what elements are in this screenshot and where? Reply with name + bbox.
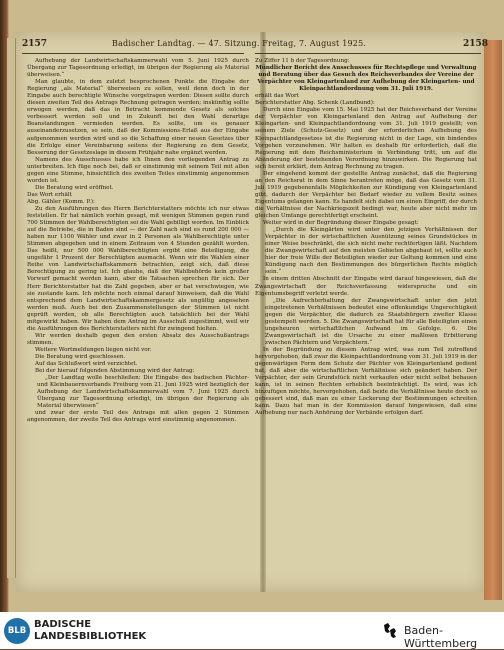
paragraph: Die Beratung wird eröffnet. bbox=[35, 184, 114, 191]
paragraph: Zu den Ausführungen des Herrn Berichterstatters möchte ich nur etwas feststellen. Er hat nämlich vorhin gesagt, mit wenigen Stimmen gegen rund 700 Stimmen der Wahlberechtigten sei die Wahl gebilligt worden. Im Einblick auf die Betriebe, die in Baden sind — der Zahl nach sind es rund 200 000 — haben nur 1100 Wähler und zwar in 2 Personen als Wahlberechtigte unter Stimmen abgegeben und in einem Zeitraum von 4 Stunden gezählt worden. Das heißt, nur 500 000 Wahlberechtigten ergibt eine Beteiligung, die ungefähr 1 Prozent der Berechtigten ausmacht. Wenn wir die Wahlen einer Reihe von Landwirtschaftskammern betrachten, zeigt sich, daß diese Berechtigung zu gering ist. Ich glaube, daß der Wahlbehörde kein großer Vorwurf gemacht werden kann, aber die Tatsachen sprechen für sich. Der Herr Berichterstatter hat die Zahl gegeben, aber er hat verschwiegen, wie sie zustande kam. Ich möchte noch einmal darauf hinweisen, daß die Wahl entsprechend dem Landwirtschaftskammergesetz als ungültig angesehen werden muß. Auch bei den Zusammenstellungen der Stimmen ist nicht geprüft worden, ob alle Berechtigten auch tatsächlich bei der Wahl mitgewirkt haben. Wir haben dem Antrag im Ausschuß zugestimmt, weil wir die Ausführungen des Berichterstatters nicht für zwingend hielten. bbox=[27, 205, 249, 332]
library-footer-bar bbox=[0, 612, 504, 649]
blb-logo-icon[interactable]: BLB bbox=[4, 618, 30, 644]
paragraph: Durch eine Eingabe vom 15. Mai 1925 hat der Reichsverband der Vereine der Verpächter von Kleingartenland den Antrag auf Aufhebung der Kleingarten- und Kleinpachtlandordnung vom 31. Juli 1919 gestellt; von seinem Ziele (Schutz-Gesetz) und der erforderlichen Aufhebung des Kleinpachtlandgesetzes ist die Regierung nicht in der Lage, ein bindendes Vorgehen vorzunehmen. Wir halten es deshalb für erforderlich, daß die Regierung mit dem Reichsministerium in Verbindung tritt, um auf die Abänderung der bestehenden Verordnung hinzuwirken. Die Regierung hat sich bereit erklärt, dem Antrag Rechnung zu tragen. bbox=[255, 107, 477, 170]
paragraph: Die Beratung wird geschlossen. bbox=[35, 353, 126, 360]
paragraph: Der eingehend kommt der gestellte Antrag zunächst, daß die Regierung an den Reichsrat in dem Sinne herantreten möge, daß das Gesetz vom 31. Juli 1919 gegebenenfalls Möglichkeiten zur Kündigung von Kleingartenland gibt, dadurch der Verpächter bei Bedarf wieder zu vollem Besitz seines Eigentums gelangen kann. Es handelt sich dabei um einen Eingriff, der durch die Verhältnisse der Nachkriegszeit bedingt war, heute aber nicht mehr im gleichen Umfange gerechtfertigt erscheint. bbox=[255, 170, 477, 220]
right-text-column bbox=[255, 58, 477, 417]
left-text-column bbox=[27, 58, 249, 424]
paragraph: Weitere Wortmeldungen liegen nicht vor. bbox=[35, 346, 152, 353]
paragraph: Zu Ziffer 11 b der Tagesordnung: bbox=[255, 58, 350, 64]
paragraph: Namens des Ausschusses habe ich Ihnen den vorliegenden Antrag zu unterbreiten. Ich füge noch bei, daß er einstimmig mit seinem Teil mit allen gegen eine Stimme, hinsichtlich des zweiten Teiles einstimmig angenommen worden ist. bbox=[27, 156, 249, 184]
paragraph: und zwar der erste Teil des Antrags mit allen gegen 2 Stimmen angenommen, der zweite Teil des Antrags wird einstimmig angenommen. bbox=[27, 410, 249, 424]
header-rule-right bbox=[255, 53, 481, 54]
paragraph: Man glaubte, in dem zuletzt besprochenen Punkte die Eingabe der Regierung „als Material“ überweisen zu sollen, weil denn doch in der Eingabe auch berechtigte Wünsche vorgetragen werden: Diesen sollte durch diesen zweiten Teil des Antrags Rechnung getragen werden; inskünftig sollte erwogen werden, daß das in Betracht kommende Gesetz als solches verbessert werden soll und in Zukunft bei den Wahl derartige Beanstandungen vermieden werden. Es sollte, um es genauer auseinanderzusetzen, so sein, daß der Kommissions-Erlaß aus der Eingabe aufgenommen werden wird und so die Schaffung einer neuen Gesetzes über die Erfolge einer Vereinbarung seitens der Regierung zu dem Gesetz, Besserung der Gesetzeslage in diesem Frühjahr nahe ergänzt werden. bbox=[27, 79, 249, 156]
paragraph: Abg. Gähler (Komm. P.): bbox=[27, 198, 95, 205]
paragraph: Auf das Schlußwort wird verzichtet. bbox=[35, 361, 138, 368]
paragraph: Mündlicher Bericht des Ausschusses für Rechtspflege und Verwaltung und Beratung über das Gesuch des Reichsverbandes der Vereine der Verpächter von Kleingartenland zur Aufhebung der Kleingarten- und Kleinpachtlandordnung vom 31. Juli 1919. bbox=[255, 65, 477, 93]
paragraph: In der Begründung zu diesem Antrag wird, was zum Teil zutreffend hervorgehoben, daß zwar die Kleinpachtlandordnung vom 31. Juli 1919 in der gegenwärtigen Form dem Schutz der Pächter von Kleingartenland gedient hat, daß aber die wirtschaftlichen Verhältnisse sich geändert haben. Der Verpächter, der sein Grundstück nicht verkaufen oder nicht selbst bebauen kann, ist in seinen Rechten erheblich beeinträchtigt. Es wird, was ich hinzufügen möchte, hervorgehoben, daß beide die Verhältnisse heute doch so gebessert sind, daß man zu einer Lockerung der Bestimmungen schreiten kann. Dazu hat man in der Kommission darauf hingewiesen, daß eine Aufhebung nur nach Anhörung der Verbände erfolgen darf. bbox=[255, 346, 478, 417]
paragraph: Aufhebung der Landwirtschaftskammerwahl vom 5. Juni 1925 durch Übergang zur Tagesordnung erledigt, im übrigen der Regierung als Material überweisen.“ bbox=[27, 58, 249, 79]
library-name-line2: LANDESBIBLIOTHEK bbox=[34, 631, 147, 642]
paragraph: Das Wort erhält bbox=[27, 191, 72, 198]
book-cover-edge bbox=[484, 40, 502, 600]
library-name-line1: BADISCHE bbox=[34, 619, 92, 630]
paragraph: „Durch die Kleingärten wird unter den jetzigen Verhältnissen der Verpächter in der wirtschaftlichen Ausnützung seines Grundstückes in einer Weise beschränkt, die sich nicht mehr rechtfertigen läßt. Nachdem die Zwangswirtschaft auf den meisten Gebieten abgebaut ist, sollte auch hier der freie Wille der Beteiligten wieder zur Geltung kommen und eine Kündigung nach den Bestimmungen des bürgerlichen Rechts möglich sein.“ bbox=[265, 227, 477, 276]
page-number-right: 2158 bbox=[463, 39, 489, 49]
paragraph: In einem dritten Abschnitt der Eingabe wird darauf hingewiesen, daß die Zwangswirtschaft der Reichsverfassung widerspreche und ein Eigentumsbegriff verletzt werde. bbox=[255, 276, 477, 297]
running-header: Badischer Landtag. — 47. Sitzung. Freitag, 7. August 1925. bbox=[112, 39, 367, 48]
header-rule-left bbox=[22, 53, 244, 54]
baden-wuerttemberg-lions-icon bbox=[380, 621, 400, 641]
paragraph: Wir werden deshalb gegen den ersten Absatz des Ausschußantrags stimmen. bbox=[27, 332, 249, 346]
paragraph: Weiter wird in der Begründung dieser Eingabe gesagt: bbox=[263, 220, 419, 227]
paragraph: „Die Aufrechterhaltung der Zwangswirtschaft unter den jetzt eingetretenen Verhältnissen bedeutet eine offenkundige Ungerechtigkeit gegen die Verpächter, die dadurch zu Staatsbürgern zweiter Klasse gestempelt werden. 5. Die Zwangswirtschaft hat für alle Beteiligten einen ungeheuren wirtschaftlichen Aufwand im Gefolge. 6. Die Zwangswirtschaft ist die Ursache zu einer maßlosen Erbitterung zwischen Pächtern und Verpächtern.“ bbox=[265, 297, 477, 346]
page-number-left: 2157 bbox=[22, 39, 48, 49]
library-name[interactable] bbox=[34, 619, 146, 643]
paragraph: erhält das Wort bbox=[255, 93, 299, 100]
previous-page-edge bbox=[7, 38, 16, 578]
state-name[interactable]: Baden-Württemberg bbox=[404, 624, 478, 650]
paragraph: Berichterstatter Abg. Schenk (Landbund): bbox=[255, 100, 375, 107]
paragraph: Bei der hierauf folgenden Abstimmung wird der Antrag: bbox=[35, 368, 195, 375]
paragraph: „Der Landtag wolle beschließen: Die Eingabe des badischen Pächter- und Kleinbauernverbands Freiburg vom 21. Juni 1925 wird bezüglich der Aufhebung der Landwirtschaftskammerwahl vom 7. Juni 1925 durch Übergang zur Tagesordnung erledigt, im übrigen der Regierung als Material überwiesen“ bbox=[37, 375, 249, 410]
